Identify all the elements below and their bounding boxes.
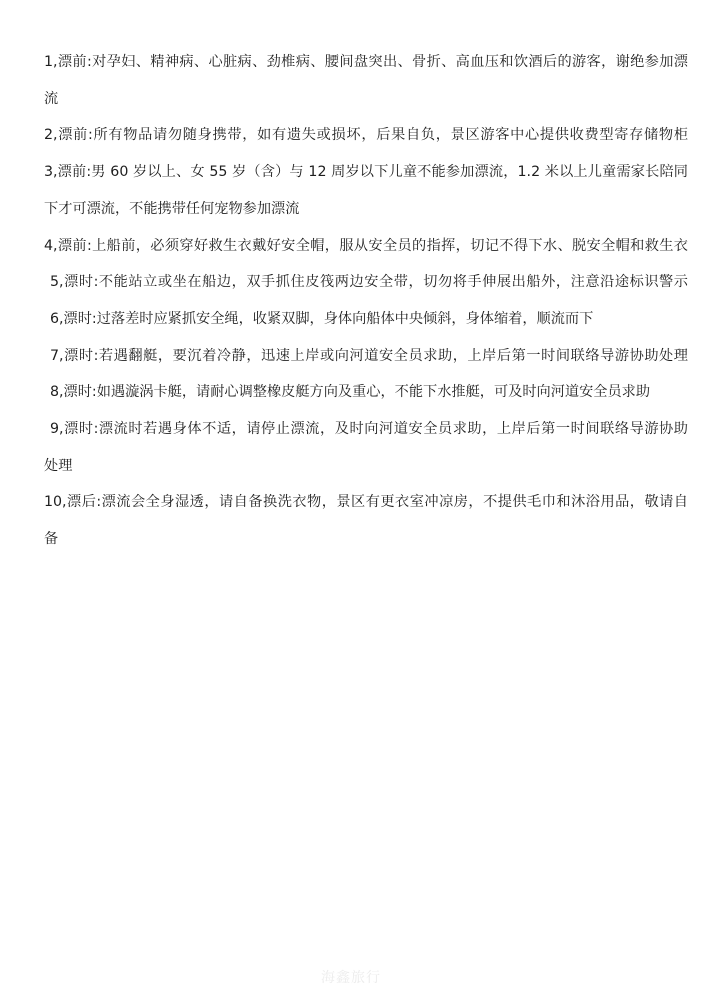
notice-item-5 xyxy=(44,264,688,301)
notice-line: 7,漂时:若遇翻艇，要沉着冷静，迅速上岸或向河道安全员求助，上岸后第一时间联络导游协助处理 xyxy=(50,347,688,364)
notice-item-10 xyxy=(44,484,688,557)
notice-item-4 xyxy=(44,228,688,265)
notice-line: 3,漂前:男 60 岁以上、女 55 岁（含）与 12 周岁以下儿童不能参加漂流，1.2 米以上儿童需家长陪同 xyxy=(44,164,688,181)
notice-item-1 xyxy=(44,44,688,117)
notice-line: 下才可漂流，不能携带任何宠物参加漂流 xyxy=(44,200,300,217)
notice-line: 10,漂后:漂流会全身湿透，请自备换洗衣物，景区有更衣室冲凉房，不提供毛巾和沐浴用品，敬请自 xyxy=(44,494,688,511)
rafting-notice-list xyxy=(44,44,688,558)
notice-line: 2,漂前:所有物品请勿随身携带，如有遗失或损坏，后果自负，景区游客中心提供收费型寄存储物柜 xyxy=(44,127,688,144)
notice-line: 6,漂时:过落差时应紧抓安全绳，收紧双脚，身体向船体中央倾斜，身体缩着，顺流而下 xyxy=(50,310,594,327)
notice-line: 5,漂时:不能站立或坐在船边，双手抓住皮筏两边安全带，切勿将手伸展出船外，注意沿途标识警示 xyxy=(50,274,688,291)
notice-line: 处理 xyxy=(44,457,73,474)
notice-item-2 xyxy=(44,117,688,154)
notice-line: 4,漂前:上船前，必须穿好救生衣戴好安全帽，服从安全员的指挥，切记不得下水、脱安全帽和救生衣 xyxy=(44,237,688,254)
notice-line: 1,漂前:对孕妇、精神病、心脏病、劲椎病、腰间盘突出、骨折、高血压和饮酒后的游客，谢绝参加漂 xyxy=(44,54,688,70)
notice-line: 8,漂时:如遇漩涡卡艇，请耐心调整橡皮艇方向及重心，不能下水推艇，可及时向河道安全员求助 xyxy=(50,384,651,401)
notice-item-3 xyxy=(44,154,688,227)
notice-line: 备 xyxy=(44,531,59,548)
notice-line: 流 xyxy=(44,90,59,107)
notice-item-6 xyxy=(44,301,688,338)
notice-line: 9,漂时:漂流时若遇身体不适，请停止漂流，及时向河道安全员求助，上岸后第一时间联络导游协助 xyxy=(50,421,688,438)
notice-item-7 xyxy=(44,338,688,375)
watermark: 海鑫旅行 xyxy=(321,970,381,986)
notice-item-9 xyxy=(44,411,688,484)
notice-item-8 xyxy=(44,374,688,411)
